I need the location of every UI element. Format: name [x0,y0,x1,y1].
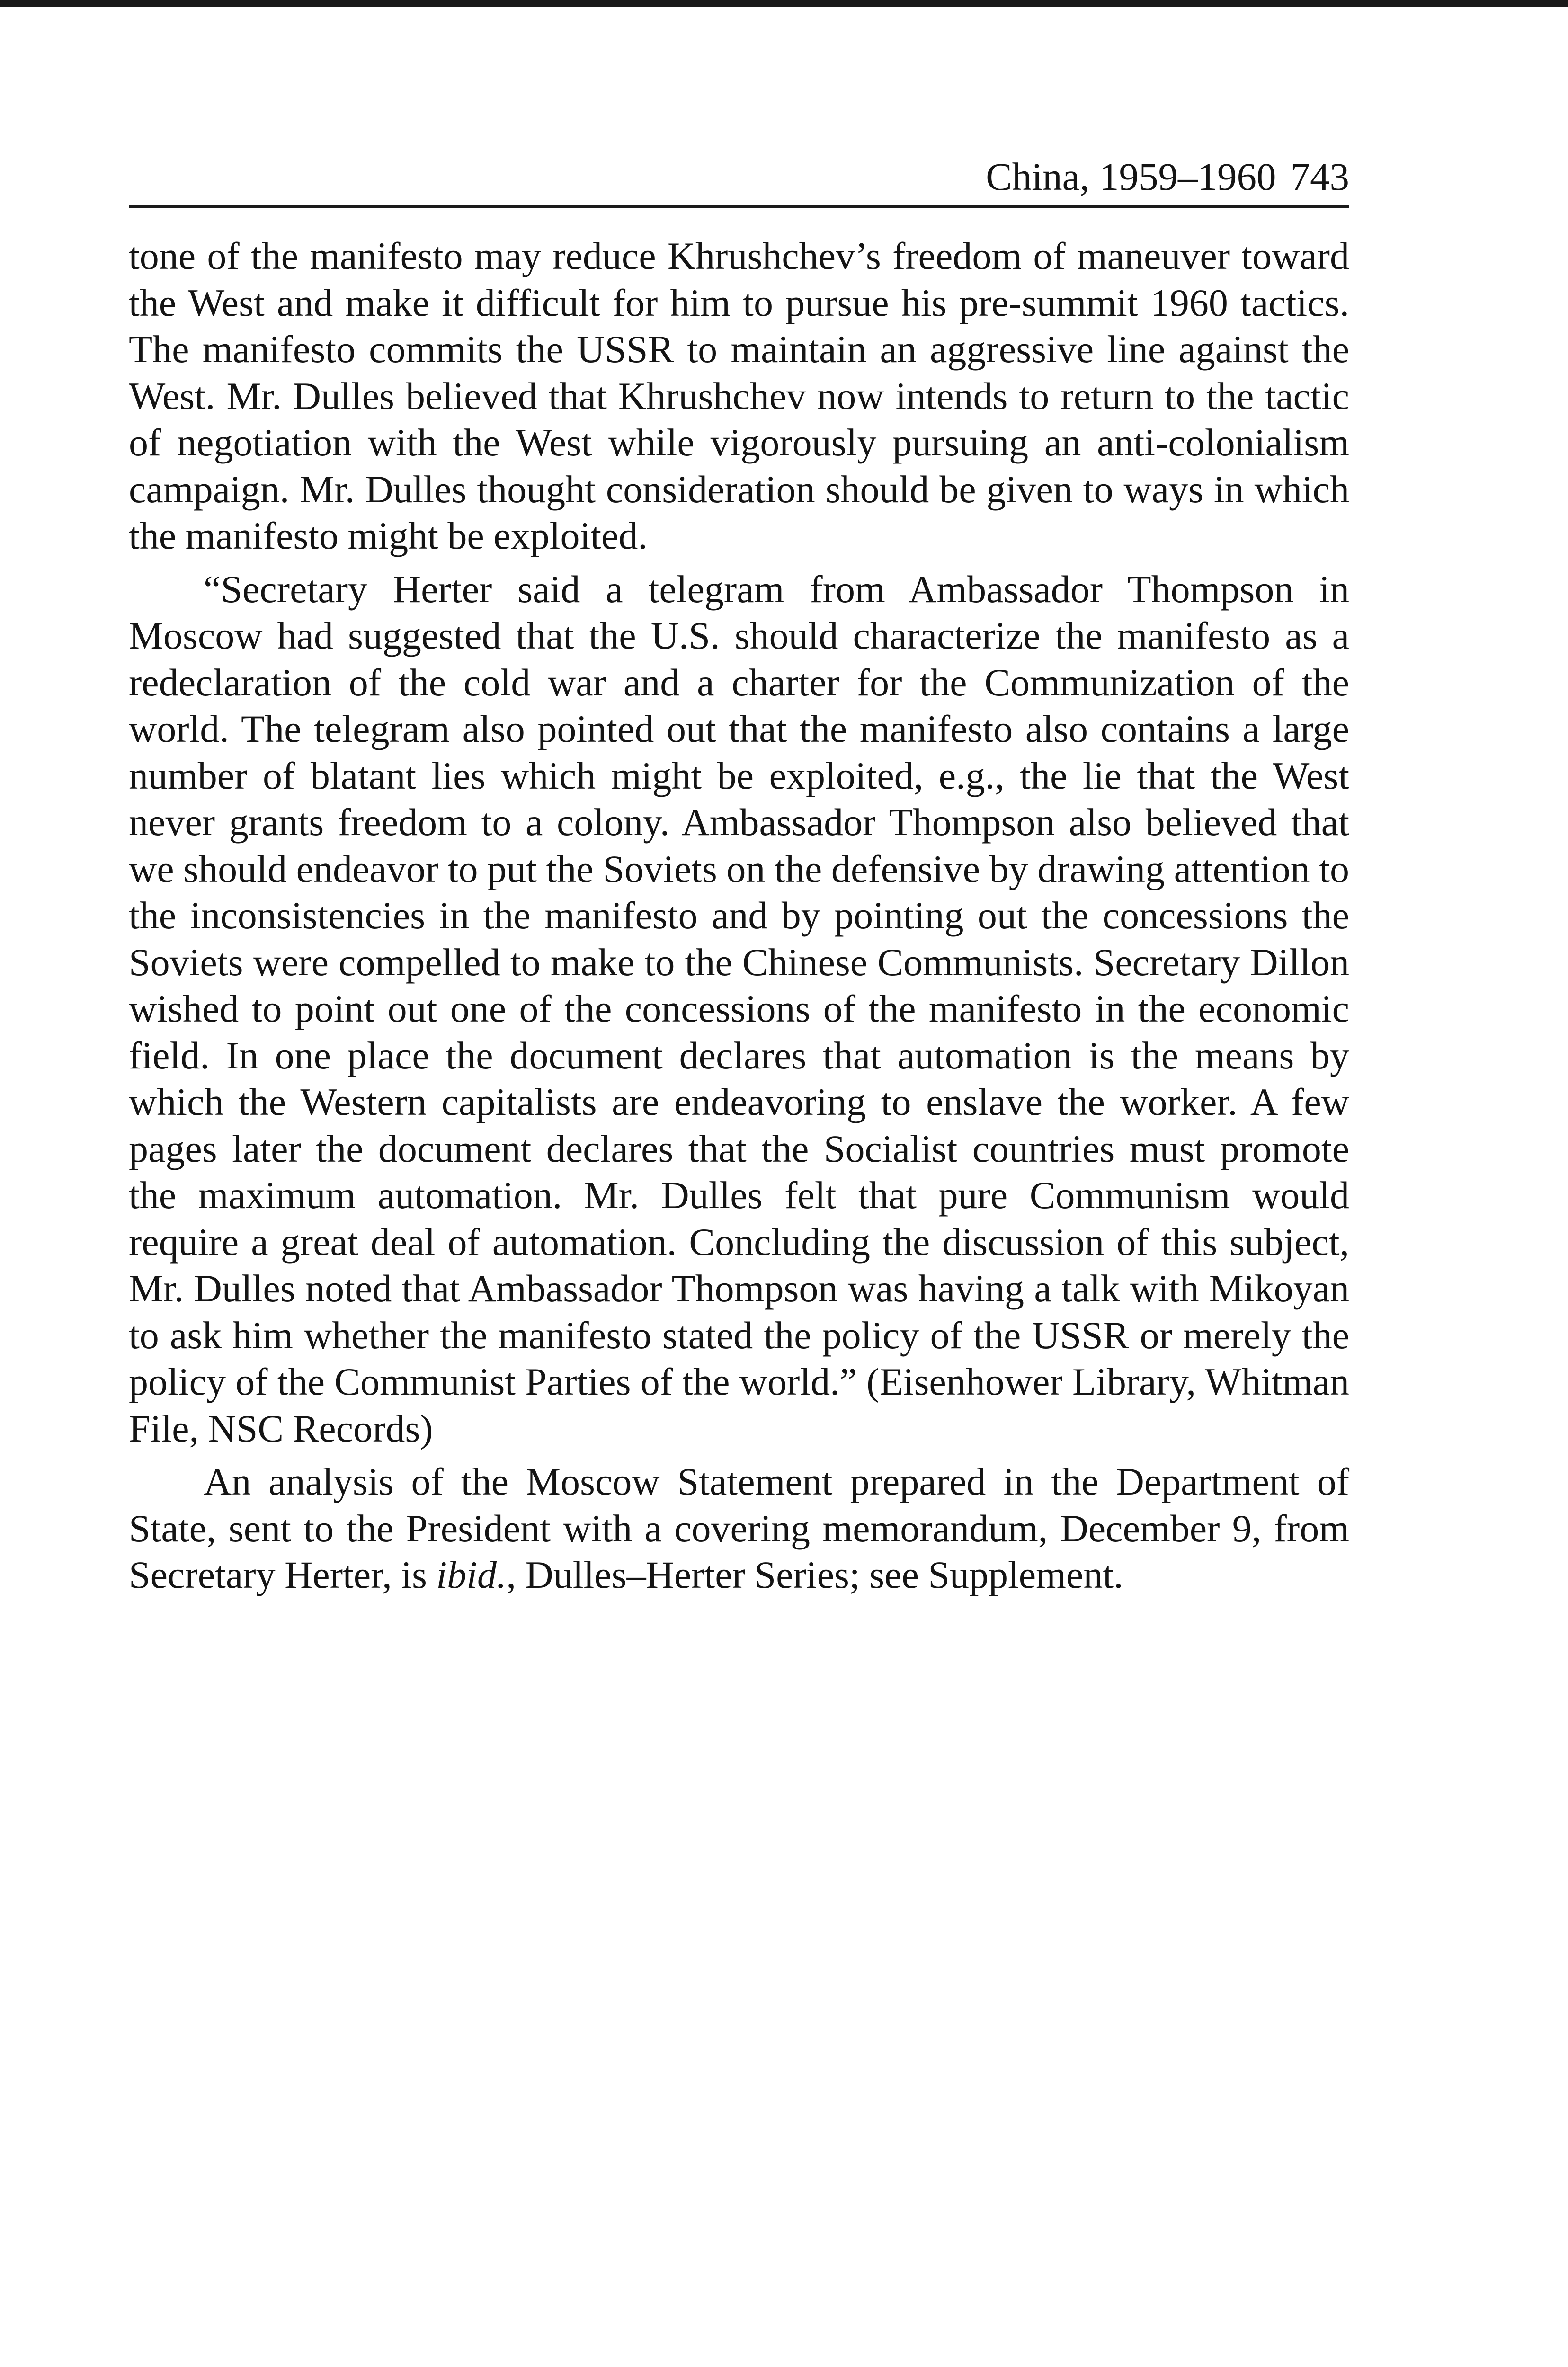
paragraph-herter-quote: “Secretary Herter said a telegram from Ambassador Thompson in Moscow had suggested that the U.S. should characterize the manifesto as a redeclaration of the cold war and a charter for the Communization of the world. The telegram also pointed out that the manifesto also contains a large number of blatant lies which might be exploited, e.g., the lie that the West never grants freedom to a colony. Ambassador Thompson also believed that we should endeavor to put the Soviets on the defensive by drawing attention to the inconsistencies in the manifesto and by pointing out the concessions the Soviets were compelled to make to the Chinese Communists. Secretary Dillon wished to point out one of the concessions of the manifesto in the economic field. In one place the document declares that automation is the means by which the Western capitalists are endeavoring to enslave the worker. A few pages later the document declares that the Socialist countries must promote the maximum automation. Mr. Dulles felt that pure Communism would require a great deal of automation. Concluding the discussion of this subject, Mr. Dulles noted that Ambassador Thompson was having a talk with Mikoyan to ask him whether the manifesto stated the policy of the USSR or merely the policy of the Communist Parties of the world.” (Eisenhower Library, Whitman File, NSC Records) [129,567,1349,1450]
paragraph-moscow-statement-text: An analysis of the Moscow Statement prepared in the Department of State, sent to the President with a covering memorandum, December 9, from Secretary Herter, is [129,1460,1349,1596]
running-head-title: China, 1959–1960 [986,155,1276,198]
ibid-italic: ibid. [436,1553,507,1596]
scan-top-edge [0,0,1568,7]
body-text [129,233,1349,1605]
paragraph-moscow-statement [129,1459,1349,1599]
running-head [986,151,1349,203]
running-header [129,151,1349,207]
page-number: 743 [1290,155,1349,198]
header-rule [129,205,1349,208]
paragraph-moscow-statement-tail: , Dulles–Herter Series; see Supplement. [506,1553,1123,1596]
paragraph-continuation: tone of the manifesto may reduce Khrushchev’s freedom of maneuver toward the West and make it difficult for him to pursue his pre-summit 1960 tactics. The manifesto commits the USSR to maintain an aggressive line against the West. Mr. Dulles believed that Khrushchev now intends to return to the tactic of negotiation with the West while vigorously pursuing an anti-colonialism campaign. Mr. Dulles thought consideration should be given to ways in which the manifesto might be exploited. [129,234,1349,557]
